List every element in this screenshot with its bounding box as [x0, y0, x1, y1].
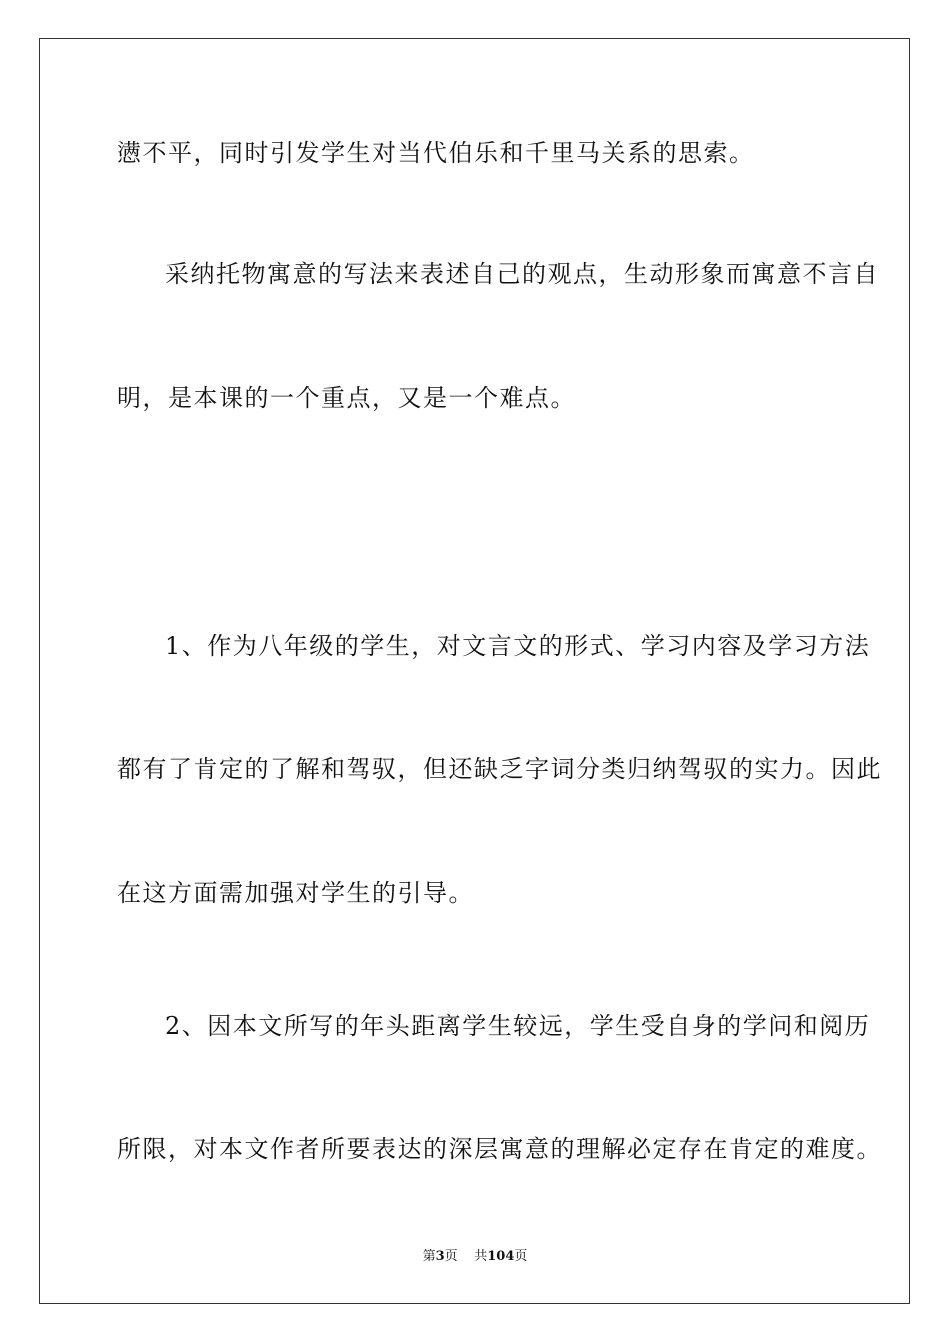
text-line-7: 2、因本文所写的年头距离学生较远，学生受自身的学问和阅历: [165, 1012, 871, 1040]
footer-total-suffix: 页: [514, 1249, 528, 1264]
text-line-6: 在这方面需加强对学生的引导。: [117, 879, 474, 907]
footer-total-number: 104: [487, 1249, 515, 1264]
page-footer: [0, 1248, 950, 1266]
text-line-5: 都有了肯定的了解和驾驭，但还缺乏字词分类归纳驾驭的实力。因此: [117, 755, 882, 783]
text-line-4: 1、作为八年级的学生，对文言文的形式、学习内容及学习方法: [165, 632, 871, 660]
footer-total-prefix: 共: [474, 1249, 488, 1264]
text-line-8: 所限，对本文作者所要表达的深层寓意的理解必定存在肯定的难度。: [117, 1135, 882, 1163]
footer-page-suffix: 页: [444, 1249, 458, 1264]
page-border: [39, 38, 910, 1304]
footer-page-prefix: 第: [422, 1249, 436, 1264]
footer-page-number: 3: [435, 1249, 445, 1264]
text-line-2: 采纳托物寓意的写法来表述自己的观点，生动形象而寓意不言自: [165, 260, 879, 288]
text-line-3: 明，是本课的一个重点，又是一个难点。: [117, 384, 576, 412]
text-line-1: 懑不平，同时引发学生对当代伯乐和千里马关系的思索。: [117, 139, 755, 167]
